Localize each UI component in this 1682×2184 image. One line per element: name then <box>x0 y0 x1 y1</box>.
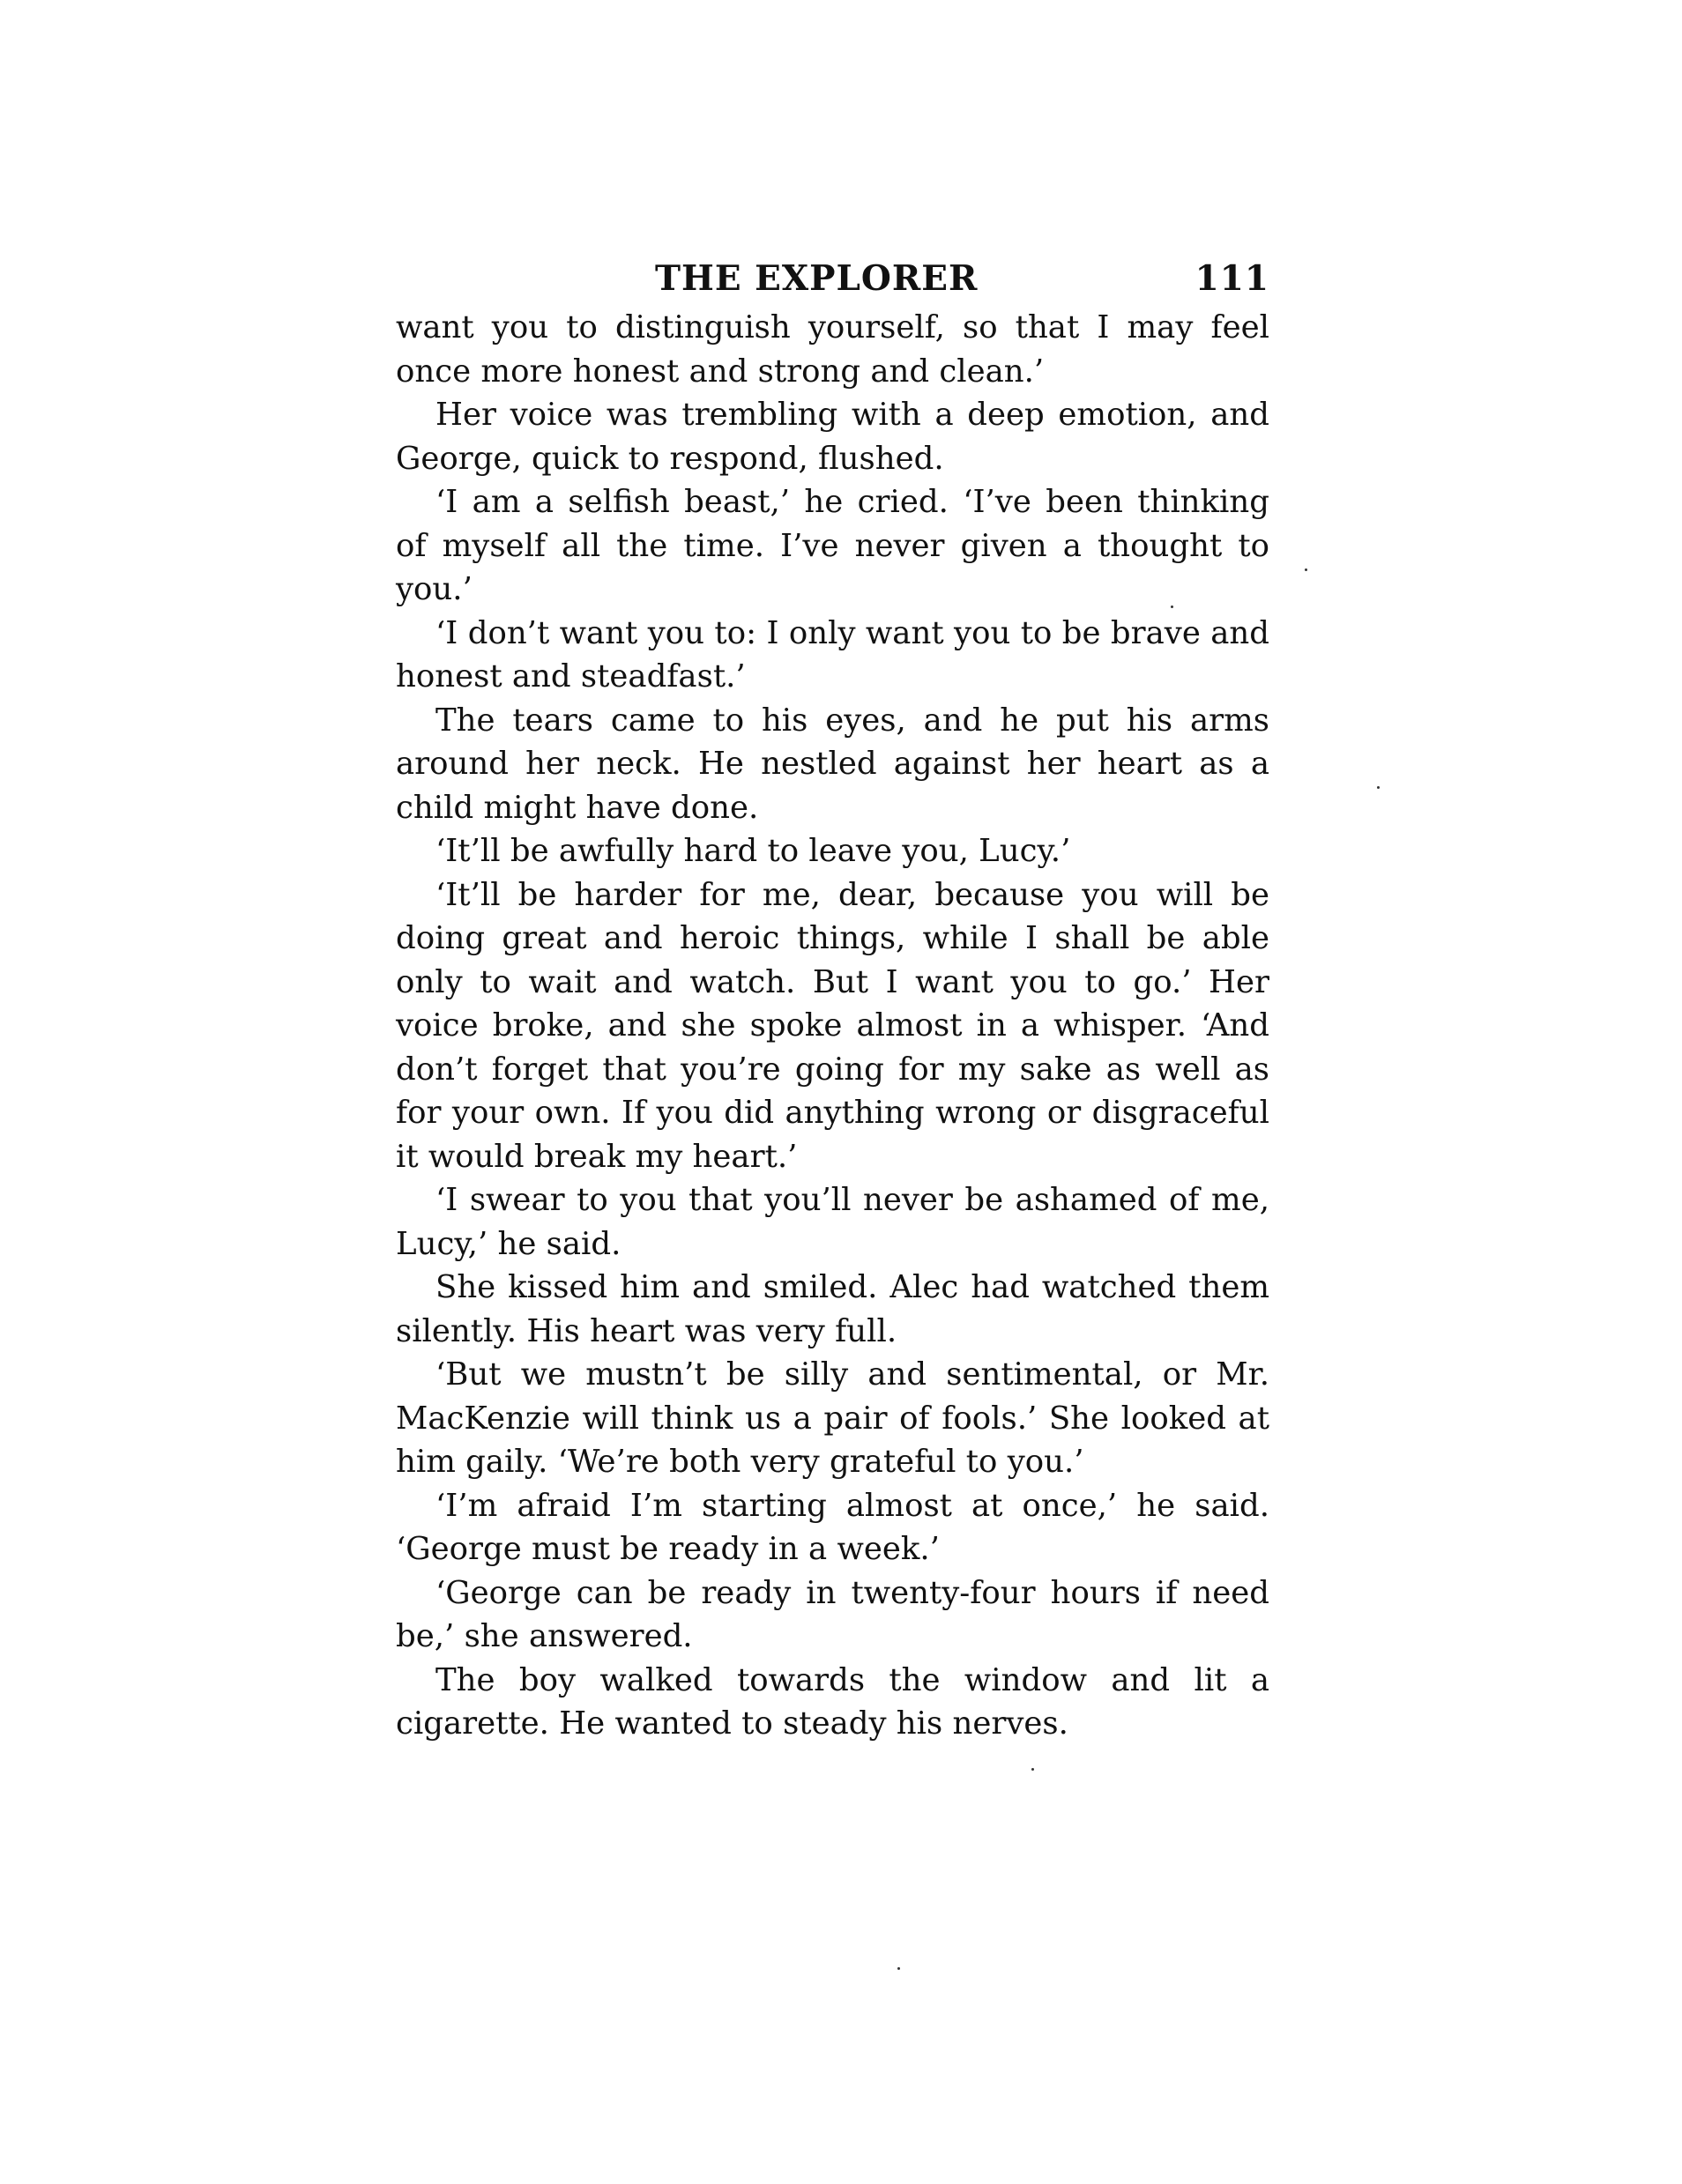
page-number: 111 <box>1195 258 1269 299</box>
scan-speck <box>1377 786 1380 789</box>
paragraph: ‘I don’t want you to: I only want you to be brave and honest and steadfast.’ <box>396 614 1269 695</box>
text-column <box>396 251 1269 1746</box>
paragraph: Her voice was trembling with a deep emotion, and George, quick to respond, flushed. <box>396 397 1269 477</box>
paragraph: The boy walked towards the window and lit a cigarette. He wanted to steady his nerves. <box>396 1661 1269 1742</box>
scan-speck <box>1305 568 1307 571</box>
scan-speck <box>897 1967 900 1970</box>
paragraph: ‘George can be ready in twenty-four hours if need be,’ she answered. <box>396 1574 1269 1654</box>
paragraph: ‘But we mustn’t be silly and sentimental, or Mr. MacKenzie will think us a pair of fools.’ She looked at him gaily. ‘We’re both very grateful to you.’ <box>396 1356 1269 1480</box>
paragraph-continued: want you to distinguish yourself, so that I may feel once more honest and strong and clean.’ <box>396 309 1269 390</box>
page-header <box>396 251 1269 306</box>
scan-speck <box>1171 605 1173 608</box>
paragraph: ‘I’m afraid I’m starting almost at once,’ he said. ‘George must be ready in a week.’ <box>396 1487 1269 1567</box>
scan-speck <box>1031 1768 1034 1771</box>
paragraph: ‘It’ll be harder for me, dear, because you will be doing great and heroic things, while I shall be able only to wait and watch. But I want you to go.’ Her voice broke, and she spoke almost in a whisper. ‘And don’t forget that you’re going for my sake as well as for your own. If you did anything wrong or disgraceful it would break my heart.’ <box>396 876 1269 1175</box>
paragraph: ‘It’ll be awfully hard to leave you, Lucy.’ <box>435 833 1071 869</box>
paragraph: She kissed him and smiled. Alec had watched them silently. His heart was very full. <box>396 1269 1269 1349</box>
body-text <box>396 306 1269 1746</box>
paragraph: ‘I swear to you that you’ll never be ashamed of me, Lucy,’ he said. <box>396 1182 1269 1262</box>
paragraph: The tears came to his eyes, and he put his arms around her neck. He nestled against her heart as a child might have done. <box>396 702 1269 826</box>
running-title: THE EXPLORER <box>655 258 979 299</box>
paragraph: ‘I am a selfish beast,’ he cried. ‘I’ve been thinking of myself all the time. I’ve never given a thought to you.’ <box>396 484 1269 607</box>
